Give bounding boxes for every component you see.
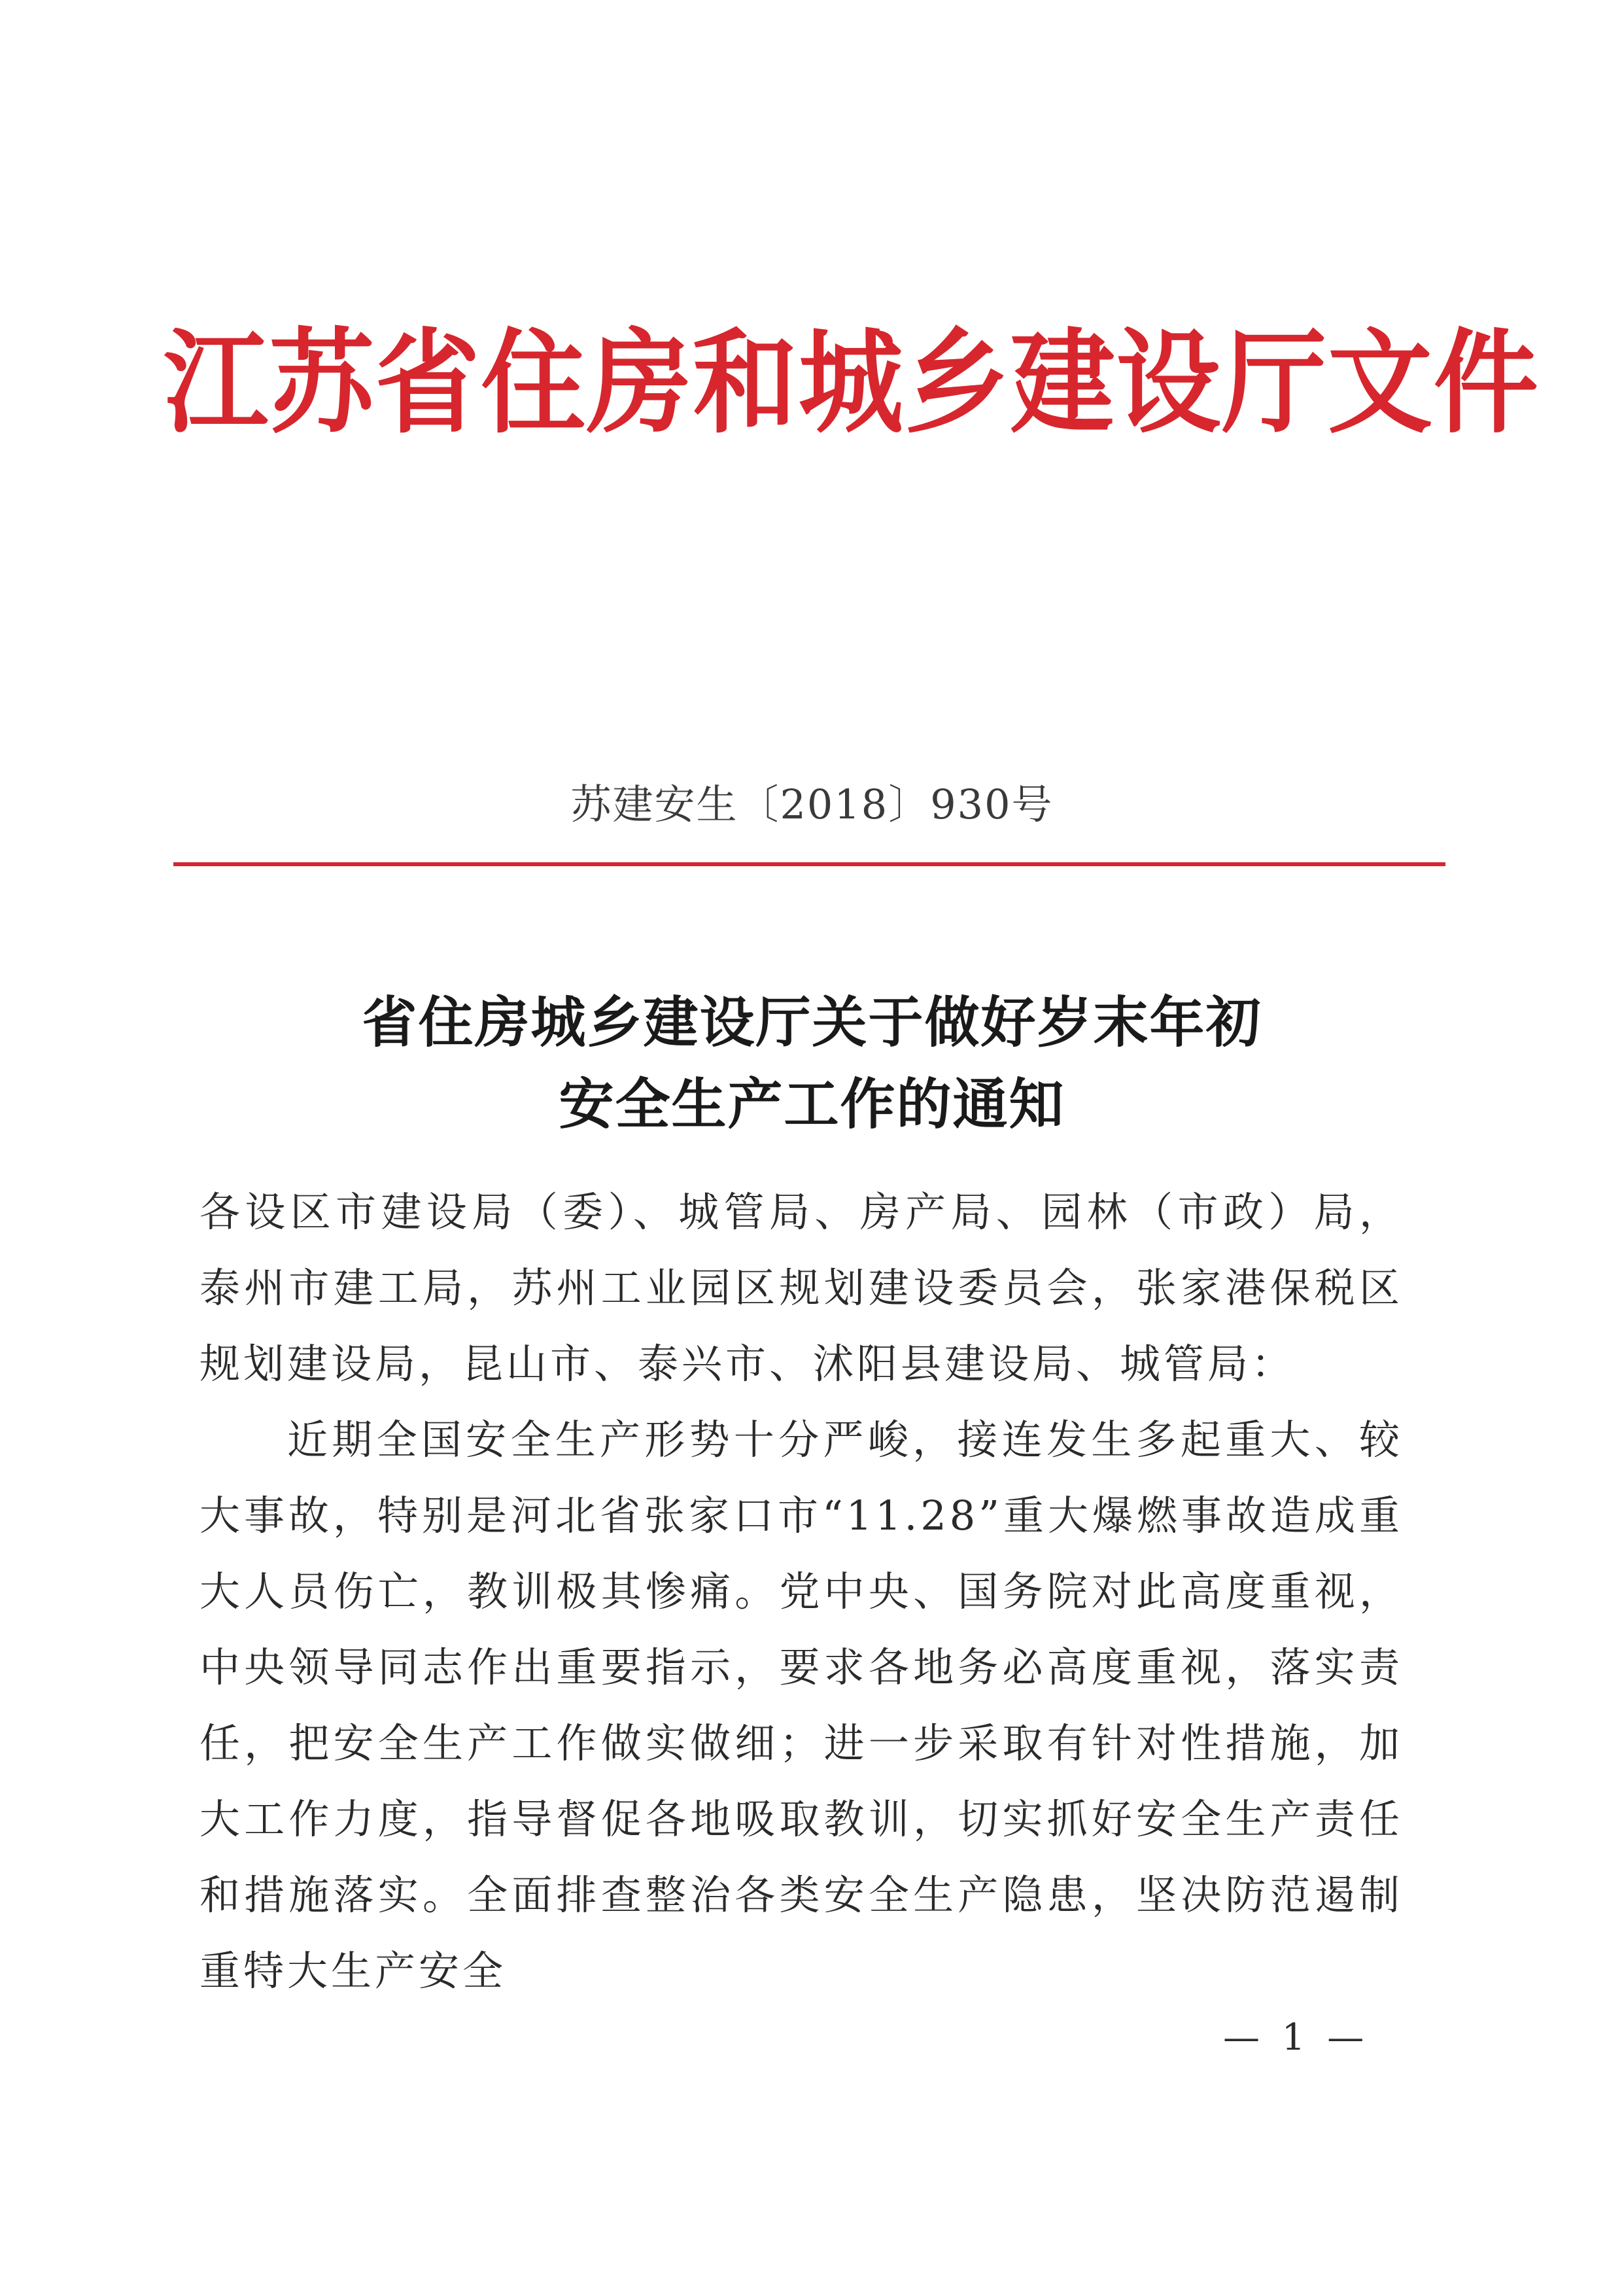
notice-title-line-2: 安全生产工作的通知 xyxy=(559,1071,1065,1136)
document-number: 苏建安生〔2018〕930号 xyxy=(570,780,1054,828)
red-divider-line xyxy=(173,862,1445,866)
notice-title xyxy=(0,981,1624,1145)
notice-title-line-1: 省住房城乡建设厅关于做好岁末年初 xyxy=(362,989,1262,1055)
document-header-title: 江苏省住房和城乡建设厅文件 xyxy=(164,316,1540,449)
page-number: — 1 — xyxy=(1223,2016,1370,2059)
addressees-paragraph: 各设区市建设局（委）、城管局、房产局、园林（市政）局，泰州市建工局，苏州工业园区规划建设委员会，张家港保税区规划建设局，昆山市、泰兴市、沭阳县建设局、城管局： xyxy=(199,1188,1403,1388)
document-body xyxy=(199,1174,1403,2009)
body-paragraph-1: 近期全国安全生产形势十分严峻，接连发生多起重大、较大事故，特别是河北省张家口市“11.28”重大爆燃事故造成重大人员伤亡，教训极其惨痛。党中央、国务院对此高度重视，中央领导同志作出重要指示，要求各地务必高度重视，落实责任，把安全生产工作做实做细；进一步采取有针对性措施，加大工作力度，指导督促各地吸取教训，切实抓好安全生产责任和措施落实。全面排查整治各类安全生产隐患，坚决防范遏制重特大生产安全 xyxy=(199,1416,1403,1995)
